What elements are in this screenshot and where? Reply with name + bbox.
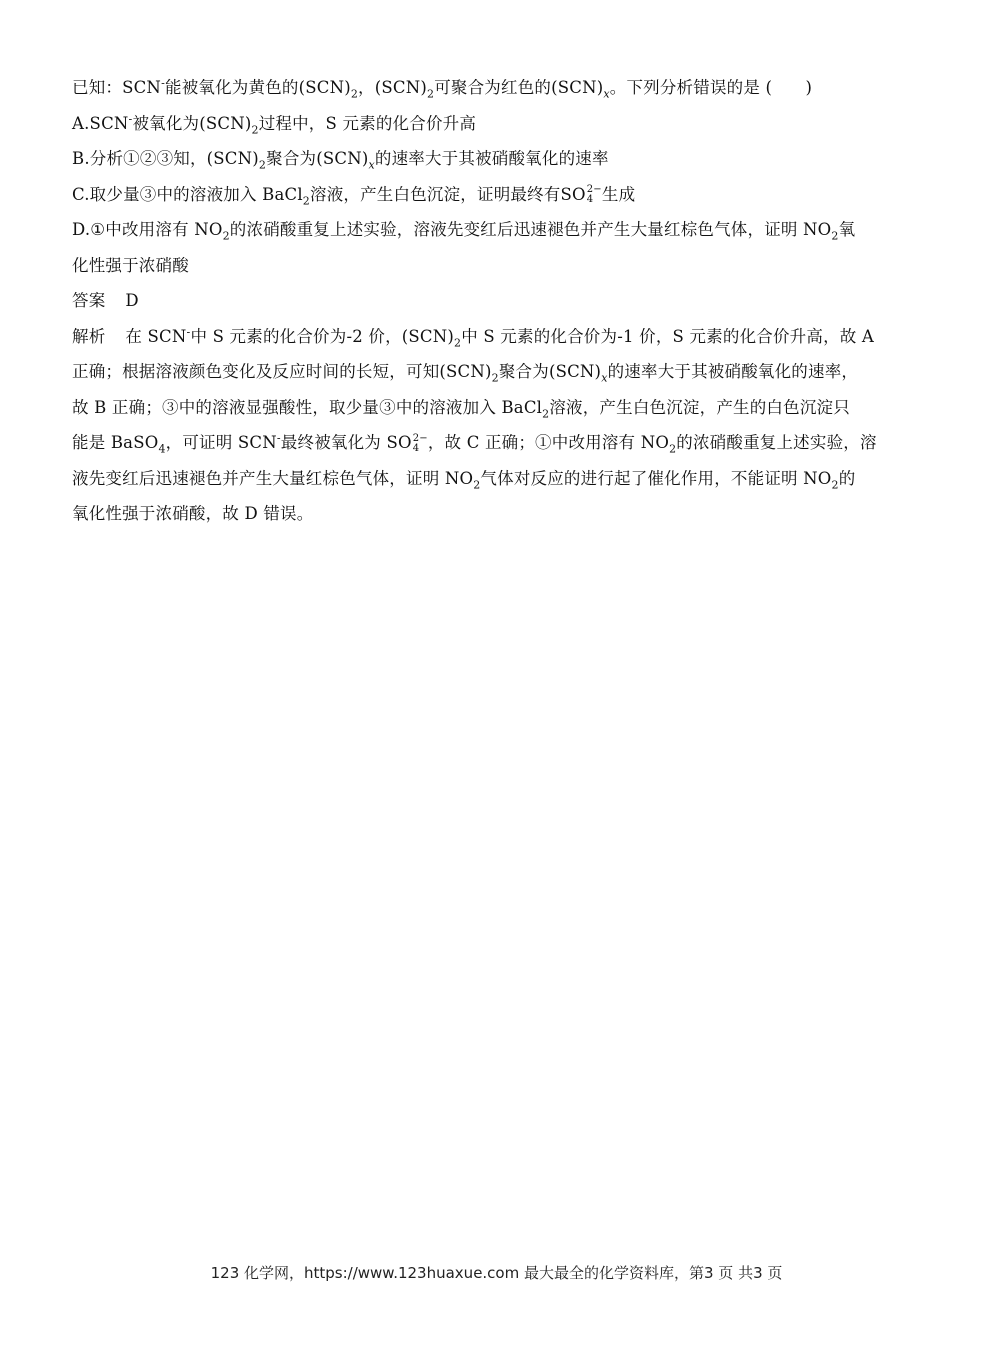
option-c bbox=[72, 177, 922, 213]
text-segment: D.①中改用溶有 NO bbox=[72, 220, 223, 239]
option-d-line-1 bbox=[72, 212, 922, 248]
ion-charge-index bbox=[587, 185, 602, 205]
ion-charge: 2− bbox=[586, 184, 602, 195]
document-body bbox=[72, 70, 922, 532]
subscript: 2 bbox=[222, 229, 230, 243]
page-footer: 123 化学网，https://www.123huaxue.com 最大最全的化学资料库，第3 页 共3 页 bbox=[210, 1264, 783, 1282]
text-segment: 液先变红后迅速褪色并产生大量红棕色气体，证明 NO bbox=[72, 468, 474, 488]
subscript: 2 bbox=[454, 335, 462, 349]
text-segment: 的浓硝酸重复上述实验，溶液先变红后迅速褪色并产生大量红棕色气体，证明 NO bbox=[229, 220, 832, 239]
question-stem bbox=[72, 70, 922, 106]
ion-charge-index bbox=[413, 434, 428, 454]
analysis-line-5 bbox=[72, 461, 922, 497]
text-segment: 的 bbox=[838, 468, 856, 488]
text-segment: 在 SCN bbox=[125, 326, 187, 346]
text-segment: 气体对反应的进行起了催化作用，不能证明 NO bbox=[480, 468, 832, 488]
text-segment: 的浓硝酸重复上述实验，溶 bbox=[676, 433, 877, 452]
superscript: - bbox=[186, 325, 191, 338]
analysis-line-1 bbox=[72, 319, 922, 355]
text-segment: B.分析①②③知，(SCN) bbox=[72, 149, 259, 168]
analysis-line-6 bbox=[72, 496, 922, 532]
ion-charge: 2− bbox=[412, 432, 428, 444]
sulfate-ion bbox=[412, 425, 428, 461]
text-segment: A.SCN bbox=[72, 113, 129, 133]
text-segment: 。下列分析错误的是 ( ) bbox=[609, 78, 813, 97]
ion-subscript: 4 bbox=[586, 194, 594, 205]
text-segment: ，可证明 SCN bbox=[165, 433, 277, 452]
option-b bbox=[72, 141, 922, 177]
superscript: - bbox=[128, 112, 133, 125]
text-segment: 中 S 元素的化合价为-1 价，S 元素的化合价升高，故 A bbox=[461, 326, 875, 346]
analysis-line-4 bbox=[72, 425, 922, 461]
text-segment: 能被氧化为黄色的(SCN) bbox=[165, 78, 351, 97]
text-segment: 故 B 正确；③中的溶液显强酸性，取少量③中的溶液加入 BaCl bbox=[72, 397, 543, 417]
superscript: - bbox=[276, 431, 281, 445]
subscript: 4 bbox=[158, 442, 166, 456]
subscript: 2 bbox=[542, 406, 550, 420]
text-segment: 可聚合为红色的(SCN) bbox=[434, 78, 604, 97]
text-segment: 的速率大于其被硝酸氧化的速率 bbox=[374, 149, 609, 168]
ion-subscript: 4 bbox=[412, 442, 420, 454]
subscript: x bbox=[368, 158, 375, 172]
subscript: 2 bbox=[258, 158, 267, 172]
text-segment: ，(SCN) bbox=[358, 78, 427, 97]
subscript: x bbox=[601, 371, 608, 385]
text-segment: 中 S 元素的化合价为-2 价，(SCN) bbox=[190, 326, 455, 346]
text-segment: 过程中，S 元素的化合价升高 bbox=[258, 113, 477, 133]
analysis-label: 解析 bbox=[72, 326, 106, 346]
text-segment: 溶液，产生白色沉淀，产生的白色沉淀只 bbox=[549, 397, 850, 417]
option-d-line-2 bbox=[72, 248, 922, 284]
text-segment: 已知：SCN bbox=[72, 78, 162, 97]
subscript: 2 bbox=[831, 477, 839, 491]
subscript: 2 bbox=[427, 87, 435, 101]
subscript: 2 bbox=[251, 122, 259, 136]
ion-formula: SO bbox=[560, 184, 586, 204]
subscript: 2 bbox=[669, 442, 677, 456]
sulfate-ion bbox=[561, 177, 602, 213]
superscript: - bbox=[161, 76, 165, 90]
text-segment: 能是 BaSO bbox=[72, 433, 159, 452]
analysis-line-2 bbox=[72, 354, 922, 390]
text-segment: 聚合为(SCN) bbox=[266, 149, 369, 168]
text-segment: 正确；根据溶液颜色变化及反应时间的长短，可知(SCN) bbox=[72, 362, 492, 381]
text-segment: 被氧化为(SCN) bbox=[132, 113, 252, 133]
subscript: 2 bbox=[473, 477, 481, 491]
text-segment: 的速率大于其被硝酸氧化的速率， bbox=[607, 362, 859, 381]
subscript: 2 bbox=[491, 371, 499, 385]
text-segment: 氧 bbox=[838, 220, 856, 239]
answer-value: D bbox=[125, 291, 139, 310]
text-segment: 最终被氧化为 SO bbox=[280, 433, 412, 452]
analysis-line-3 bbox=[72, 390, 922, 426]
text-segment: 聚合为(SCN) bbox=[498, 362, 602, 381]
text-segment: 氧化性强于浓硝酸，故 D 错误。 bbox=[72, 504, 314, 523]
text-segment: ，故 C 正确；①中改用溶有 NO bbox=[427, 433, 670, 452]
subscript: 2 bbox=[831, 229, 839, 243]
text-segment: 化性强于浓硝酸 bbox=[72, 255, 189, 275]
text-segment: C.取少量③中的溶液加入 BaCl bbox=[72, 184, 303, 204]
text-segment: 溶液，产生白色沉淀，证明最终有 bbox=[310, 184, 561, 204]
subscript: 2 bbox=[302, 193, 310, 207]
answer-line bbox=[72, 283, 922, 319]
option-a bbox=[72, 106, 922, 142]
subscript: 2 bbox=[350, 87, 359, 101]
answer-label: 答案 bbox=[72, 291, 106, 310]
text-segment: 生成 bbox=[601, 184, 636, 204]
subscript: x bbox=[603, 87, 610, 101]
